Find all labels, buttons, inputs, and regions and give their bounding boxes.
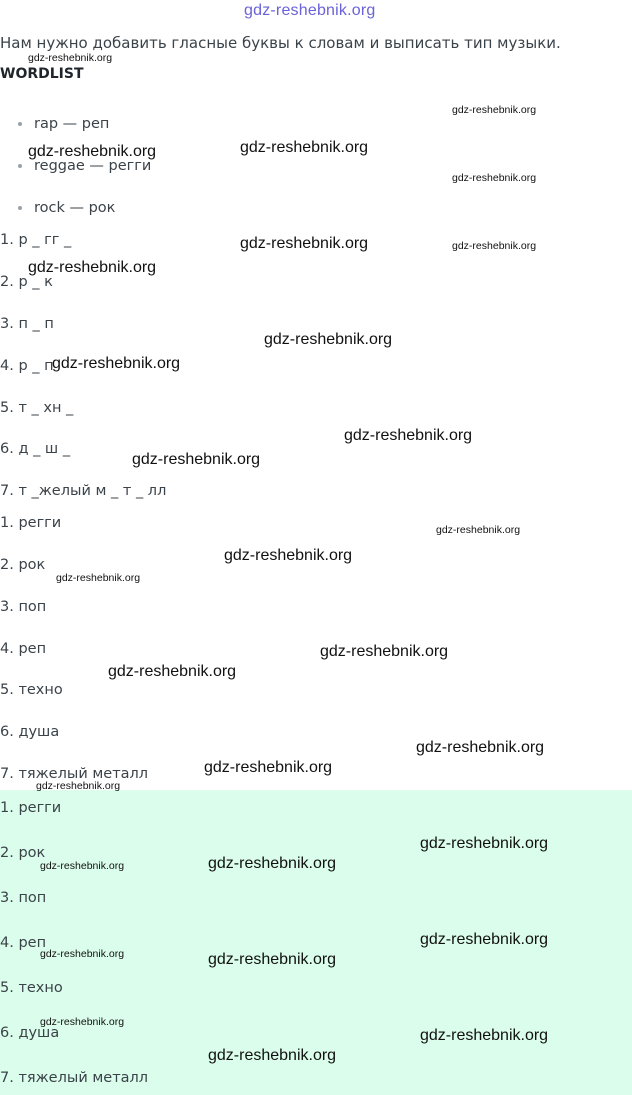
watermark: gdz-reshebnik.org bbox=[416, 739, 545, 756]
watermark: gdz-reshebnik.org bbox=[108, 663, 237, 680]
watermark: gdz-reshebnik.org bbox=[224, 547, 353, 564]
watermark: gdz-reshebnik.org bbox=[420, 931, 549, 948]
answer-item: 6. душа bbox=[0, 724, 60, 740]
exercise-item: 7. т _желый м _ т _ лл bbox=[0, 483, 167, 499]
exercise-item: 5. т _ хн _ bbox=[0, 400, 74, 416]
watermark: gdz-reshebnik.org bbox=[52, 355, 181, 372]
answer-item: 5. техно bbox=[0, 682, 63, 698]
highlighted-answer-item: 4. реп bbox=[0, 935, 47, 951]
highlighted-answer-item: 2. рок bbox=[0, 845, 46, 861]
highlighted-answer-item: 7. тяжелый металл bbox=[0, 1070, 149, 1086]
watermark: gdz-reshebnik.org bbox=[132, 451, 261, 468]
watermark: gdz-reshebnik.org bbox=[240, 139, 369, 156]
watermark: gdz-reshebnik.org bbox=[28, 259, 157, 276]
task-description: Нам нужно добавить гласные буквы к словам и выписать тип музыки. bbox=[0, 34, 561, 52]
watermark: gdz-reshebnik.org bbox=[40, 948, 125, 960]
watermark: gdz-reshebnik.org bbox=[28, 143, 157, 160]
watermark: gdz-reshebnik.org bbox=[56, 572, 141, 584]
exercise-item: 2. р _ к bbox=[0, 274, 53, 290]
watermark: gdz-reshebnik.org bbox=[452, 172, 537, 184]
exercise-item: 6. д _ ш _ bbox=[0, 441, 71, 457]
watermark: gdz-reshebnik.org bbox=[264, 331, 393, 348]
watermark: gdz-reshebnik.org bbox=[208, 1047, 337, 1064]
watermark: gdz-reshebnik.org bbox=[36, 780, 121, 792]
bullet-icon bbox=[18, 122, 22, 126]
wordlist-item: rock — рок bbox=[18, 200, 115, 216]
wordlist-item: rap — реп bbox=[18, 116, 109, 132]
bullet-icon bbox=[18, 206, 22, 210]
watermark: gdz-reshebnik.org bbox=[40, 860, 125, 872]
highlighted-answer-item: 3. поп bbox=[0, 890, 47, 906]
watermark: gdz-reshebnik.org bbox=[204, 759, 333, 776]
exercise-item: 4. р _ п bbox=[0, 358, 54, 374]
watermark: gdz-reshebnik.org bbox=[420, 1027, 549, 1044]
wordlist-item: reggae — регги bbox=[18, 158, 151, 174]
highlighted-answer-item: 5. техно bbox=[0, 980, 63, 996]
answer-item: 4. реп bbox=[0, 641, 47, 657]
watermark: gdz-reshebnik.org bbox=[208, 855, 337, 872]
highlighted-answer-item: 1. регги bbox=[0, 800, 62, 816]
answer-item: 2. рок bbox=[0, 557, 46, 573]
watermark: gdz-reshebnik.org bbox=[320, 643, 449, 660]
exercise-item: 3. п _ п bbox=[0, 316, 54, 332]
watermark: gdz-reshebnik.org bbox=[452, 240, 537, 252]
watermark: gdz-reshebnik.org bbox=[208, 951, 337, 968]
watermark: gdz-reshebnik.org bbox=[420, 835, 549, 852]
wordlist-heading: WORDLIST bbox=[0, 66, 84, 82]
watermark: gdz-reshebnik.org bbox=[240, 235, 369, 252]
answer-item: 3. поп bbox=[0, 599, 47, 615]
watermark: gdz-reshebnik.org bbox=[28, 52, 113, 64]
answer-item: 1. регги bbox=[0, 515, 62, 531]
site-header-title[interactable]: gdz-reshebnik.org bbox=[244, 2, 376, 19]
watermark: gdz-reshebnik.org bbox=[40, 1016, 125, 1028]
bullet-icon bbox=[18, 164, 22, 168]
watermark: gdz-reshebnik.org bbox=[452, 104, 537, 116]
highlighted-answer-item: 6. душа bbox=[0, 1025, 60, 1041]
watermark: gdz-reshebnik.org bbox=[344, 427, 473, 444]
answer-item: 7. тяжелый металл bbox=[0, 766, 149, 782]
watermark: gdz-reshebnik.org bbox=[436, 524, 521, 536]
exercise-item: 1. р _ гг _ bbox=[0, 232, 72, 248]
